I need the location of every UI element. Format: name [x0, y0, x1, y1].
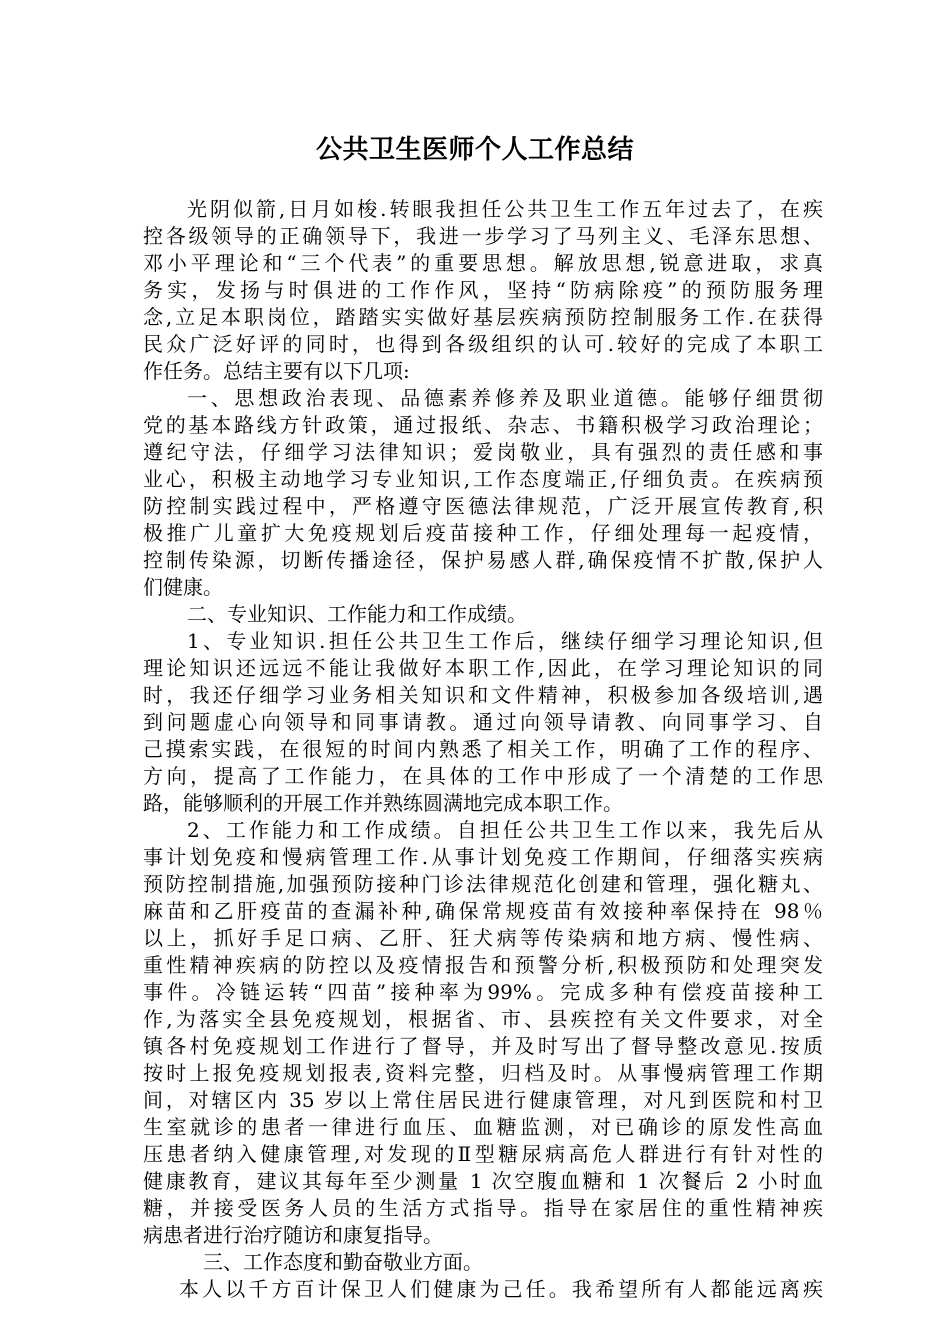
- body-line: 到问题虚心向领导和同事请教。通过向领导请教、向同事学习、自: [143, 710, 823, 734]
- body-line: 健康教育，建议其每年至少测量 1 次空腹血糖和 1 次餐后 2 小时血: [143, 1169, 823, 1193]
- body-line: 遵纪守法，仔细学习法律知识；爱岗敬业，具有强烈的责任感和事: [143, 440, 823, 464]
- body-line: 按时上报免疫规划报表,资料完整，归档及时。从事慢病管理工作期: [143, 1061, 823, 1085]
- body-line: 邓小平理论和“三个代表”的重要思想。解放思想,锐意进取，求真: [143, 251, 823, 275]
- body-line: 病患者进行治疗随访和康复指导。: [143, 1223, 443, 1247]
- body-line: 作,为落实全县免疫规划，根据省、市、县疾控有关文件要求，对全: [143, 1007, 823, 1031]
- section-heading-line: 一、思想政治表现、品德素养修养及职业道德。能够仔细贯彻: [187, 386, 823, 410]
- body-line: 党的基本路线方针政策，通过报纸、杂志、书籍积极学习政治理论；: [143, 413, 823, 437]
- body-line: 控各级领导的正确领导下，我进一步学习了马列主义、毛泽东思想、: [143, 224, 823, 248]
- body-line: 本人以千方百计保卫人们健康为己任。我希望所有人都能远离疾: [179, 1277, 823, 1301]
- body-line: 2、工作能力和工作成绩。自担任公共卫生工作以来，我先后从: [187, 818, 823, 842]
- section-heading: 三、工作态度和勤奋敬业方面。: [203, 1250, 483, 1274]
- body-line: 重性精神疾病的防控以及疫情报告和预警分析,积极预防和处理突发: [143, 953, 823, 977]
- body-line: 事件。冷链运转“四苗”接种率为99%。完成多种有偿疫苗接种工: [143, 980, 823, 1004]
- body-line: 以上，抓好手足口病、乙肝、狂犬病等传染病和地方病、慢性病、: [143, 926, 823, 950]
- body-line: 路，能够顺利的开展工作并熟练圆满地完成本职工作。: [143, 791, 623, 815]
- body-line: 业心，积极主动地学习专业知识,工作态度端正,仔细负责。在疾病预: [143, 467, 823, 491]
- body-line: 麻苗和乙肝疫苗的查漏补种,确保常规疫苗有效接种率保持在 98％: [143, 899, 823, 923]
- body-line: 们健康。: [143, 575, 223, 599]
- body-line: 控制传染源，切断传播途径，保护易感人群,确保疫情不扩散,保护人: [143, 548, 823, 572]
- body-line: 防控制实践过程中，严格遵守医德法律规范，广泛开展宣传教育,积: [143, 494, 823, 518]
- section-heading: 二、专业知识、工作能力和工作成绩。: [187, 602, 527, 626]
- body-line: 间，对辖区内 35 岁以上常住居民进行健康管理，对凡到医院和村卫: [143, 1088, 823, 1112]
- body-line: 镇各村免疫规划工作进行了督导，并及时写出了督导整改意见.按质: [143, 1034, 823, 1058]
- body-line: 光阴似箭,日月如梭.转眼我担任公共卫生工作五年过去了，在疾: [187, 197, 823, 221]
- document-body: [143, 196, 823, 1303]
- body-line: 事计划免疫和慢病管理工作.从事计划免疫工作期间，仔细落实疾病: [143, 845, 823, 869]
- body-line: 理论知识还远远不能让我做好本职工作,因此，在学习理论知识的同: [143, 656, 823, 680]
- body-line: 糖，并接受医务人员的生活方式指导。指导在家居住的重性精神疾: [143, 1196, 823, 1220]
- body-line: 民众广泛好评的同时，也得到各级组织的认可.较好的完成了本职工: [143, 332, 823, 356]
- body-line: 方向，提高了工作能力，在具体的工作中形成了一个清楚的工作思: [143, 764, 823, 788]
- body-line: 压患者纳入健康管理,对发现的Ⅱ型糖尿病高危人群进行有针对性的: [143, 1142, 823, 1166]
- body-line: 作任务。总结主要有以下几项:: [143, 359, 410, 383]
- document-title: 公共卫生医师个人工作总结: [315, 135, 634, 165]
- body-line: 己摸索实践，在很短的时间内熟悉了相关工作，明确了工作的程序、: [143, 737, 823, 761]
- body-line: 生室就诊的患者一律进行血压、血糖监测，对已确诊的原发性高血: [143, 1115, 823, 1139]
- body-line: 预防控制措施,加强预防接种门诊法律规范化创建和管理，强化糖丸、: [143, 872, 823, 896]
- body-line: 时，我还仔细学习业务相关知识和文件精神，积极参加各级培训,遇: [143, 683, 823, 707]
- body-line: 务实，发扬与时俱进的工作作风，坚持“防病除疫”的预防服务理: [143, 278, 823, 302]
- body-line: 极推广儿童扩大免疫规划后疫苗接种工作，仔细处理每一起疫情，: [143, 521, 823, 545]
- body-line: 1、专业知识.担任公共卫生工作后，继续仔细学习理论知识,但: [187, 629, 823, 653]
- body-line: 念,立足本职岗位，踏踏实实做好基层疾病预防控制服务工作.在获得: [143, 305, 823, 329]
